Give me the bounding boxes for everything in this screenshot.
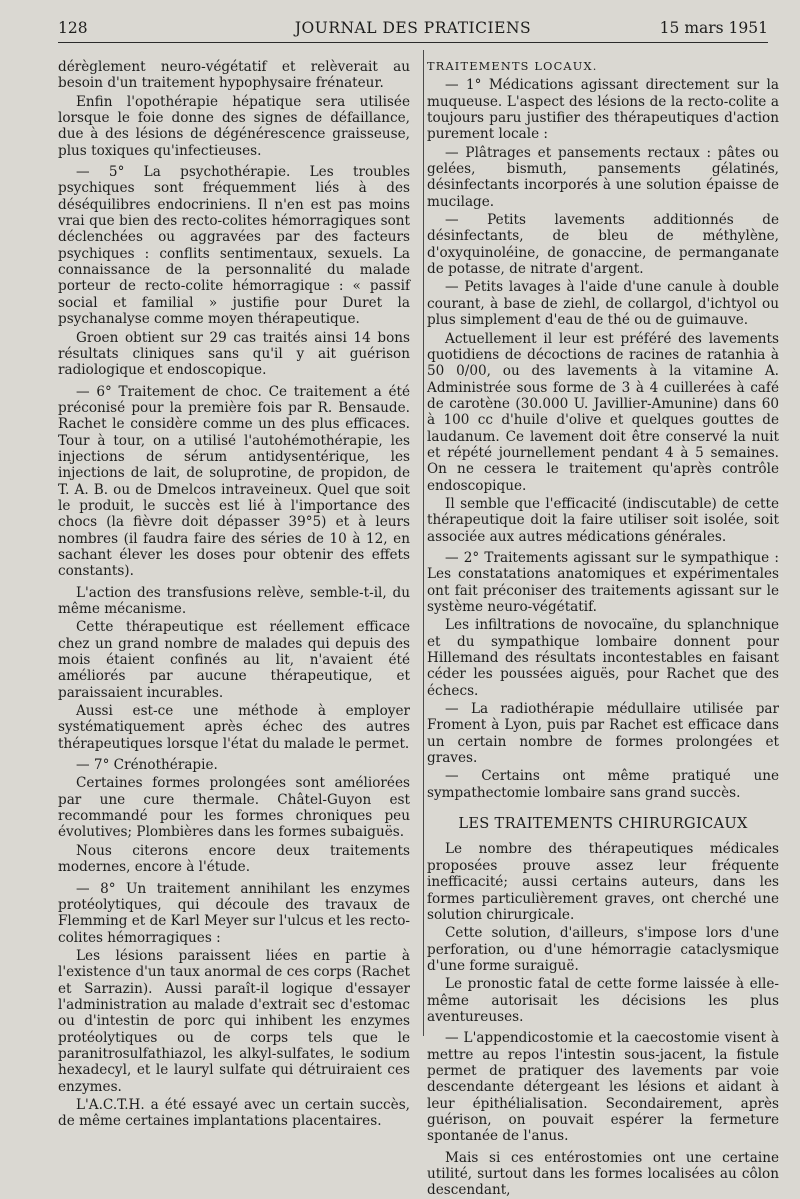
paragraph: — L'appendicostomie et la caecostomie visent à mettre au repos l'intestin sous-jacent, la fistule permet de pratiquer des lavements par voie descendante détergeant les lésions et aidant à leur épithélialisation. Secondairement, après guérison, on pouvait espérer la fermeture spontanée de l'anus. [427,1030,779,1145]
paragraph: — 6° Traitement de choc. Ce traitement a été préconisé pour la première fois par R. Bensaude. Rachet le considère comme un des plus efficaces. Tour à tour, on a utilisé l'autohémothérapie, les injections de sérum antidysentérique, les injections de lait, de soluprotine, de propidon, de T. A. B. ou de Dmelcos intraveineux. Quel que soit le produit, le succès est lié à l'importance des chocs (la fièvre doit dépasser 39°5) et à leurs nombres (il faudra faire des séries de 10 à 12, en sachant élever les doses pour obtenir des effets constants). [58,383,410,580]
paragraph: — 2° Traitements agissant sur le sympathique : Les constatations anatomiques et expérimentales ont fait préconiser des traitements agissant sur le système neuro-végétatif. [427,549,779,615]
paragraph: — 8° Un traitement annihilant les enzymes protéolytiques, qui découle des travaux de Flemming et de Karl Meyer sur l'ulcus et les recto-colites hémorragiques : [58,880,410,946]
paragraph: Mais si ces entérostomies ont une certaine utilité, surtout dans les formes localisées au côlon descendant, [427,1149,779,1199]
issue-date: 15 mars 1951 [659,19,768,37]
paragraph: Les infiltrations de novocaïne, du splanchnique et du sympathique lombaire donnent pour Hillemand des résultats incontestables en faisant céder les poussées aiguës, pour Rachet que des échecs. [427,617,779,699]
paragraph: L'action des transfusions relève, semble-t-il, du même mécanisme. [58,584,410,617]
paragraph: — Plâtrages et pansements rectaux : pâtes ou gelées, bismuth, pansements gélatinés, désinfectants incorporés à une solution épaisse de mucilage. [427,144,779,210]
paragraph: Aussi est-ce une méthode à employer systématiquement après échec des autres thérapeutiques lorsque l'état du malade le permet. [58,703,410,752]
right-column [427,59,779,1199]
paragraph: Certaines formes prolongées sont améliorées par une cure thermale. Châtel-Guyon est recommandé pour les formes chroniques peu évolutives; Plombières dans les formes subaiguës. [58,775,410,841]
column-divider [423,50,424,1036]
paragraph: Les lésions paraissent liées en partie à l'existence d'un taux anormal de ces corps (Rachet et Sarrazin). Aussi paraît-il logique d'essayer l'administration au malade d'extrait sec d'estomac ou d'intestin de porc qui inhibent les enzymes protéolytiques ou de corps tels que le paranitrosulfathiazol, les alkyl-sulfates, le sodium hexadecyl, et le lauryl sulfate qui détruiraient ces enzymes. [58,947,410,1095]
paragraph: L'A.C.T.H. a été essayé avec un certain succès, de même certaines implantations placentaires. [58,1096,410,1130]
subheading: — 7° Crénothérapie. [76,757,218,774]
paragraph: Enfin l'opothérapie hépatique sera utilisée lorsque le foie donne des signes de défaillance, due à des lésions de dégénérescence graisseuse, plus toxiques qu'infectieuses. [58,93,410,159]
journal-title: JOURNAL DES PRATICIENS [294,19,532,37]
paragraph: — 1° Médications agissant directement sur la muqueuse. L'aspect des lésions de la recto-colite a toujours paru justifier des thérapeutiques d'action purement locale : [427,77,779,143]
paragraph: — La radiothérapie médullaire utilisée par Froment à Lyon, puis par Rachet est efficace dans un certain nombre de formes prolongées et graves. [427,701,779,767]
paragraph: Il semble que l'efficacité (indiscutable) de cette thérapeutique doit la faire utiliser soit isolée, soit associée aux autres médications générales. [427,495,779,545]
paragraph: Groen obtient sur 29 cas traités ainsi 14 bons résultats cliniques sans qu'il y ait guérison radiologique et endoscopique. [58,329,410,379]
paragraph: Le pronostic fatal de cette forme laissée à elle-même autorisait les décisions les plus aventureuses. [427,976,779,1025]
paragraph: — Petits lavages à l'aide d'une canule à double courant, à base de ziehl, de collargol, d'ichtyol ou plus simplement d'eau de thé ou de guimauve. [427,279,779,329]
page-number: 128 [58,19,88,37]
section-lead-heading: TRAITEMENTS LOCAUX. [427,60,598,73]
paragraph: — Certains ont même pratiqué une sympathectomie lombaire sans grand succès. [427,768,779,801]
section-title: LES TRAITEMENTS CHIRURGICAUX [458,815,748,833]
paragraph: Le nombre des thérapeutiques médicales proposées prouve assez leur fréquente inefficacité; aussi certains auteurs, dans les formes particulièrement graves, ont cherché une solution chirurgicale. [427,841,779,923]
paragraph: — 5° La psychothérapie. Les troubles psychiques sont fréquemment liés à des déséquilibres endocriniens. Il n'en est pas moins vrai que bien des recto-colites hémorragiques sont déclenchées ou aggravées par des facteurs psychiques : conflits sentimentaux, sexuels. La connaissance de la personnalité du malade porteur de recto-colite hémorragique : « passif social et familial » justifie pour Duret la psychanalyse comme moyen thérapeutique. [58,164,410,328]
paragraph: Cette solution, d'ailleurs, s'impose lors d'une perforation, ou d'une hémorragie cataclysmique d'une forme suraiguë. [427,925,779,974]
paragraph: — Petits lavements additionnés de désinfectants, de bleu de méthylène, d'oxyquinoléine, de gonaccine, de permanganate de potasse, de nitrate d'argent. [427,212,779,278]
paragraph: dérèglement neuro-végétatif et relèverait au besoin d'un traitement hypophysaire frénateur. [58,59,410,92]
paragraph: Nous citerons encore deux traitements modernes, encore à l'étude. [58,842,410,876]
paragraph: Actuellement il leur est préféré des lavements quotidiens de décoctions de racines de ratanhia à 50 0/00, ou des lavements à la vitamine A. Administrée sous forme de 3 à 4 cuillerées à café de carotène (30.000 U. Javillier-Amunine) dans 60 à 100 cc d'huile d'olive et quelques gouttes de laudanum. Ce lavement doit être conservé la nuit et répété journellement pendant 4 à 5 semaines. On ne cessera le traitement qu'après contrôle endoscopique. [427,330,779,494]
page-header [58,16,768,43]
left-column [58,59,410,1130]
paragraph: Cette thérapeutique est réellement efficace chez un grand nombre de malades qui depuis des mois étaient confinés au lit, n'avaient été améliorés par aucune thérapeutique, et paraissaient incurables. [58,619,410,701]
